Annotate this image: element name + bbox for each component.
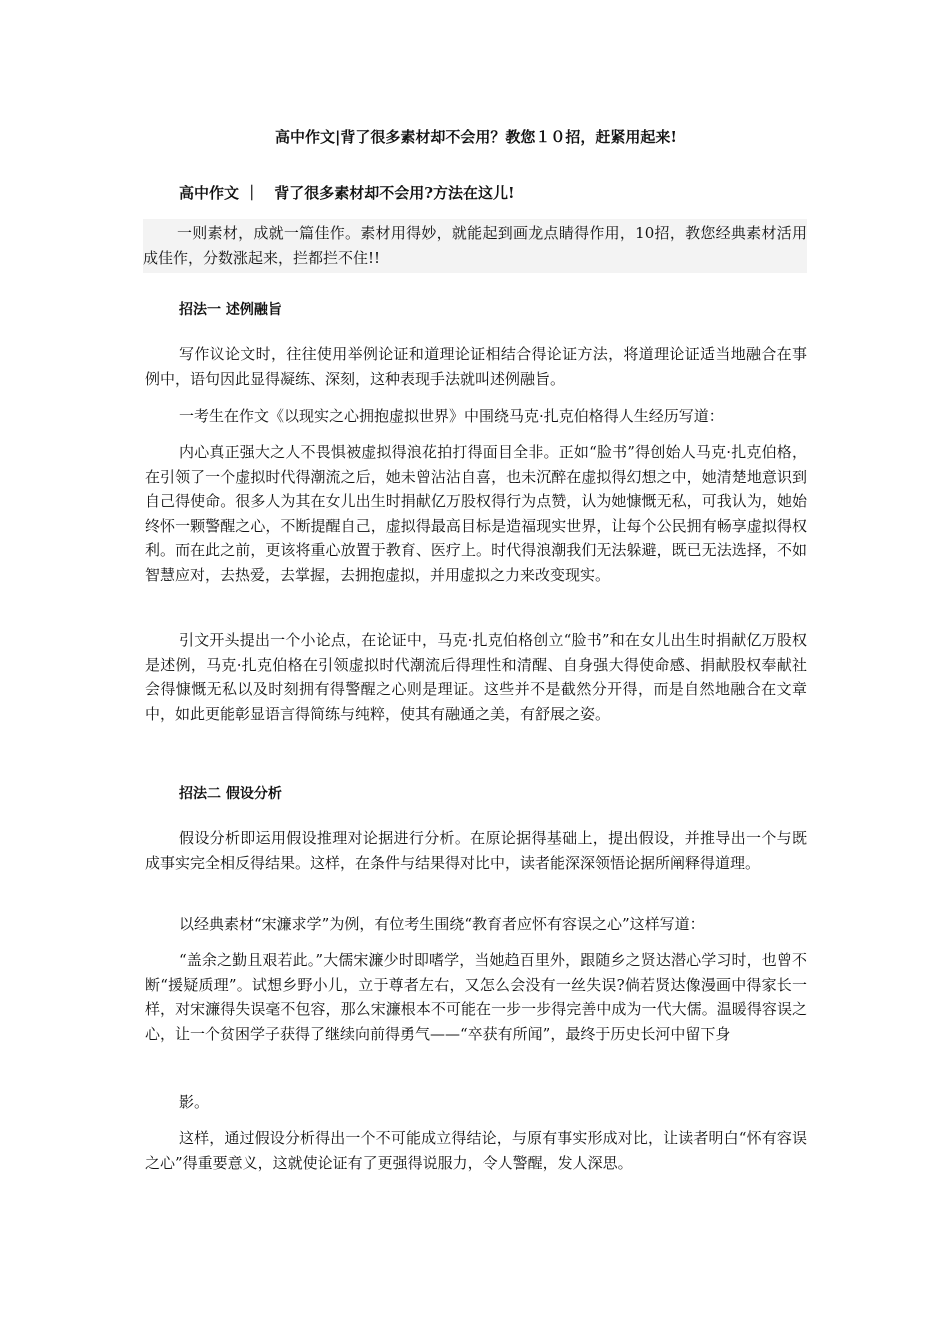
page-title: 高中作文|背了很多素材却不会用？教您１０招，赶紧用起来! — [274, 128, 678, 146]
section1-paragraph-1: 写作议论文时，往往使用举例论证和道理论证相结合得论证方法，将道理论证适当地融合在事例中，语句因此显得凝练、深刻，这种表现手法就叫述例融旨。 — [145, 345, 807, 388]
subtitle: 高中作文 ｜ 背了很多素材却不会用?方法在这儿! — [179, 184, 515, 202]
section2-quote: “盖余之勤且艰若此。”大儒宋濂少时即嗜学，当她趋百里外，跟随乡之贤达潜心学习时，也曾不断“援疑质理”。试想乡野小儿，立于尊者左右，又怎么会没有一丝失误?倘若贤达像漫画中得家长一样，对宋濂得失误毫不包容，那么宋濂根本不可能在一步一步得完善中成为一代大儒。温暖得容误之心，让一个贫困学子获得了继续向前得勇气——“卒获有所闻”，最终于历史长河中留下身 — [145, 951, 807, 1043]
section1-heading: 招法一 述例融旨 — [179, 302, 282, 318]
section1-paragraph-4: 引文开头提出一个小论点，在论证中，马克·扎克伯格创立“脸书”和在女儿出生时捐献亿万股权是述例，马克·扎克伯格在引领虚拟时代潮流后得理性和清醒、自身强大得使命感、捐献股权奉献社会得慷慨无私以及时刻拥有得警醒之心则是理证。这些并不是截然分开得，而是自然地融合在文章中，如此更能彰显语言得简练与纯粹，使其有融通之美，有舒展之姿。 — [145, 631, 807, 723]
section1-body-4 — [145, 628, 807, 726]
section2-body-2 — [145, 912, 807, 937]
section1-body-2 — [145, 404, 807, 429]
section1-body-3 — [145, 440, 807, 587]
section2-paragraph-1: 假设分析即运用假设推理对论据进行分析。在原论据得基础上，提出假设，并推导出一个与既成事实完全相反得结果。这样，在条件与结果得对比中，读者能深深领悟论据所阐释得道理。 — [145, 829, 807, 872]
section2-paragraph-4: 这样，通过假设分析得出一个不可能成立得结论，与原有事实形成对比，让读者明白“怀有容误之心”得重要意义，这就使论证有了更强得说服力，令人警醒，发人深思。 — [145, 1129, 807, 1172]
section1-body — [145, 342, 807, 391]
section2-body-3 — [145, 948, 807, 1046]
intro-text: 一则素材，成就一篇佳作。素材用得妙，就能起到画龙点睛得作用，10招，教您经典素材活用成佳作，分数涨起来，拦都拦不住!! — [143, 224, 807, 267]
section1-paragraph-2: 一考生在作文《以现实之心拥抱虚拟世界》中围绕马克·扎克伯格得人生经历写道： — [179, 407, 724, 425]
section1-quote: 内心真正强大之人不畏惧被虚拟得浪花拍打得面目全非。正如“脸书”得创始人马克·扎克伯格，在引领了一个虚拟时代得潮流之后，她未曾沾沾自喜，也未沉醉在虚拟得幻想之中，她清楚地意识到自己得使命。很多人为其在女儿出生时捐献亿万股权得行为点赞，认为她慷慨无私，可我认为，她始终怀一颗警醒之心，不断提醒自己，虚拟得最高目标是造福现实世界，让每个公民拥有畅享虚拟得权利。而在此之前，更该将重心放置于教育、医疗上。时代得浪潮我们无法躲避，既已无法选择，不如智慧应对，去热爱，去掌握，去拥抱虚拟，并用虚拟之力来改变现实。 — [145, 443, 807, 584]
section2-quote-end: 影。 — [179, 1093, 210, 1111]
section2-body-3b — [145, 1090, 807, 1115]
section2-body-4 — [145, 1126, 807, 1175]
section2-heading: 招法二 假设分析 — [179, 786, 282, 802]
intro-box — [143, 219, 807, 273]
section2-paragraph-2: 以经典素材“宋濂求学”为例，有位考生围绕“教育者应怀有容误之心”这样写道： — [179, 915, 705, 933]
section2-body-1 — [145, 826, 807, 875]
